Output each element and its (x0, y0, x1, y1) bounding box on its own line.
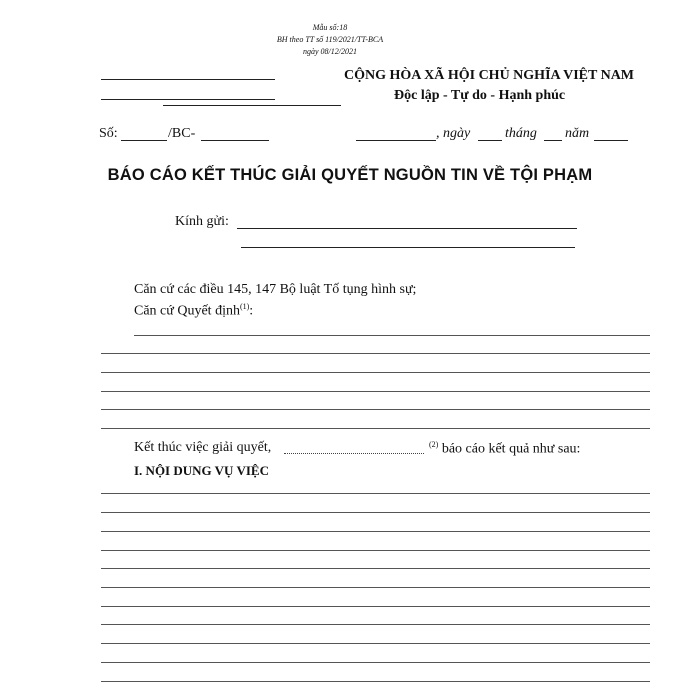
basis-blank-line-6 (101, 428, 650, 429)
day-label: , ngày (436, 126, 471, 141)
recipient-line-1 (237, 228, 577, 229)
number-blank (121, 140, 167, 141)
basis-blank-line-2 (101, 353, 650, 354)
section-1-heading: I. NỘI DUNG VỤ VIỆC (134, 463, 269, 478)
content-blank-line-9 (101, 643, 650, 644)
conclusion-dotted-blank (284, 453, 424, 454)
content-blank-line-11 (101, 681, 650, 682)
recipient-label: Kính gửi: (175, 214, 229, 229)
bc-blank (201, 140, 269, 141)
content-blank-line-6 (101, 587, 650, 588)
basis-colon: : (249, 303, 254, 319)
conclusion-prefix: Kết thúc việc giải quyết, (134, 440, 272, 455)
place-blank (356, 140, 436, 141)
conclusion-suffix-group (429, 440, 580, 458)
recipient-line-2 (241, 247, 575, 248)
content-blank-line-5 (101, 568, 650, 569)
content-blank-line-4 (101, 550, 650, 551)
basis-decision-text: Căn cứ Quyết định (134, 303, 240, 319)
basis-line-1: Căn cứ các điều 145, 147 Bộ luật Tố tụng hình sự; (134, 282, 417, 297)
basis-blank-line-5 (101, 409, 650, 410)
month-blank (544, 140, 562, 141)
content-blank-line-10 (101, 662, 650, 663)
content-blank-line-2 (101, 512, 650, 513)
form-reference (210, 22, 450, 58)
form-reference-line2: BH theo TT số 119/2021/TT-BCA (276, 35, 384, 44)
document-title: BÁO CÁO KẾT THÚC GIẢI QUYẾT NGUỒN TIN VỀ TỘI PHẠM (107, 166, 593, 184)
year-label: năm (565, 126, 590, 141)
basis-blank-line-4 (101, 391, 650, 392)
form-reference-line3: ngày 08/12/2021 (303, 47, 357, 56)
day-blank (478, 140, 502, 141)
footnote-2: (2) (429, 440, 439, 449)
content-blank-line-1 (101, 493, 650, 494)
basis-blank-line-1 (134, 335, 650, 336)
form-reference-line1: Mẫu số:18 (312, 23, 348, 32)
conclusion-suffix: báo cáo kết quả như sau: (441, 441, 581, 457)
number-label: Số: (99, 126, 118, 141)
basis-line-2 (134, 302, 253, 320)
bc-label: /BC- (168, 126, 196, 141)
footnote-1: (1) (239, 302, 250, 311)
month-label: tháng (505, 126, 537, 141)
content-blank-line-8 (101, 624, 650, 625)
basis-blank-line-3 (101, 372, 650, 373)
year-blank (594, 140, 628, 141)
content-blank-line-7 (101, 606, 650, 607)
agency-line-1 (101, 79, 275, 80)
national-title: CỘNG HÒA XÃ HỘI CHỦ NGHĨA VIỆT NAM (344, 68, 635, 83)
agency-underline (163, 105, 341, 106)
national-motto: Độc lập - Tự do - Hạnh phúc (394, 88, 566, 103)
agency-line-2 (101, 99, 275, 100)
content-blank-line-3 (101, 531, 650, 532)
